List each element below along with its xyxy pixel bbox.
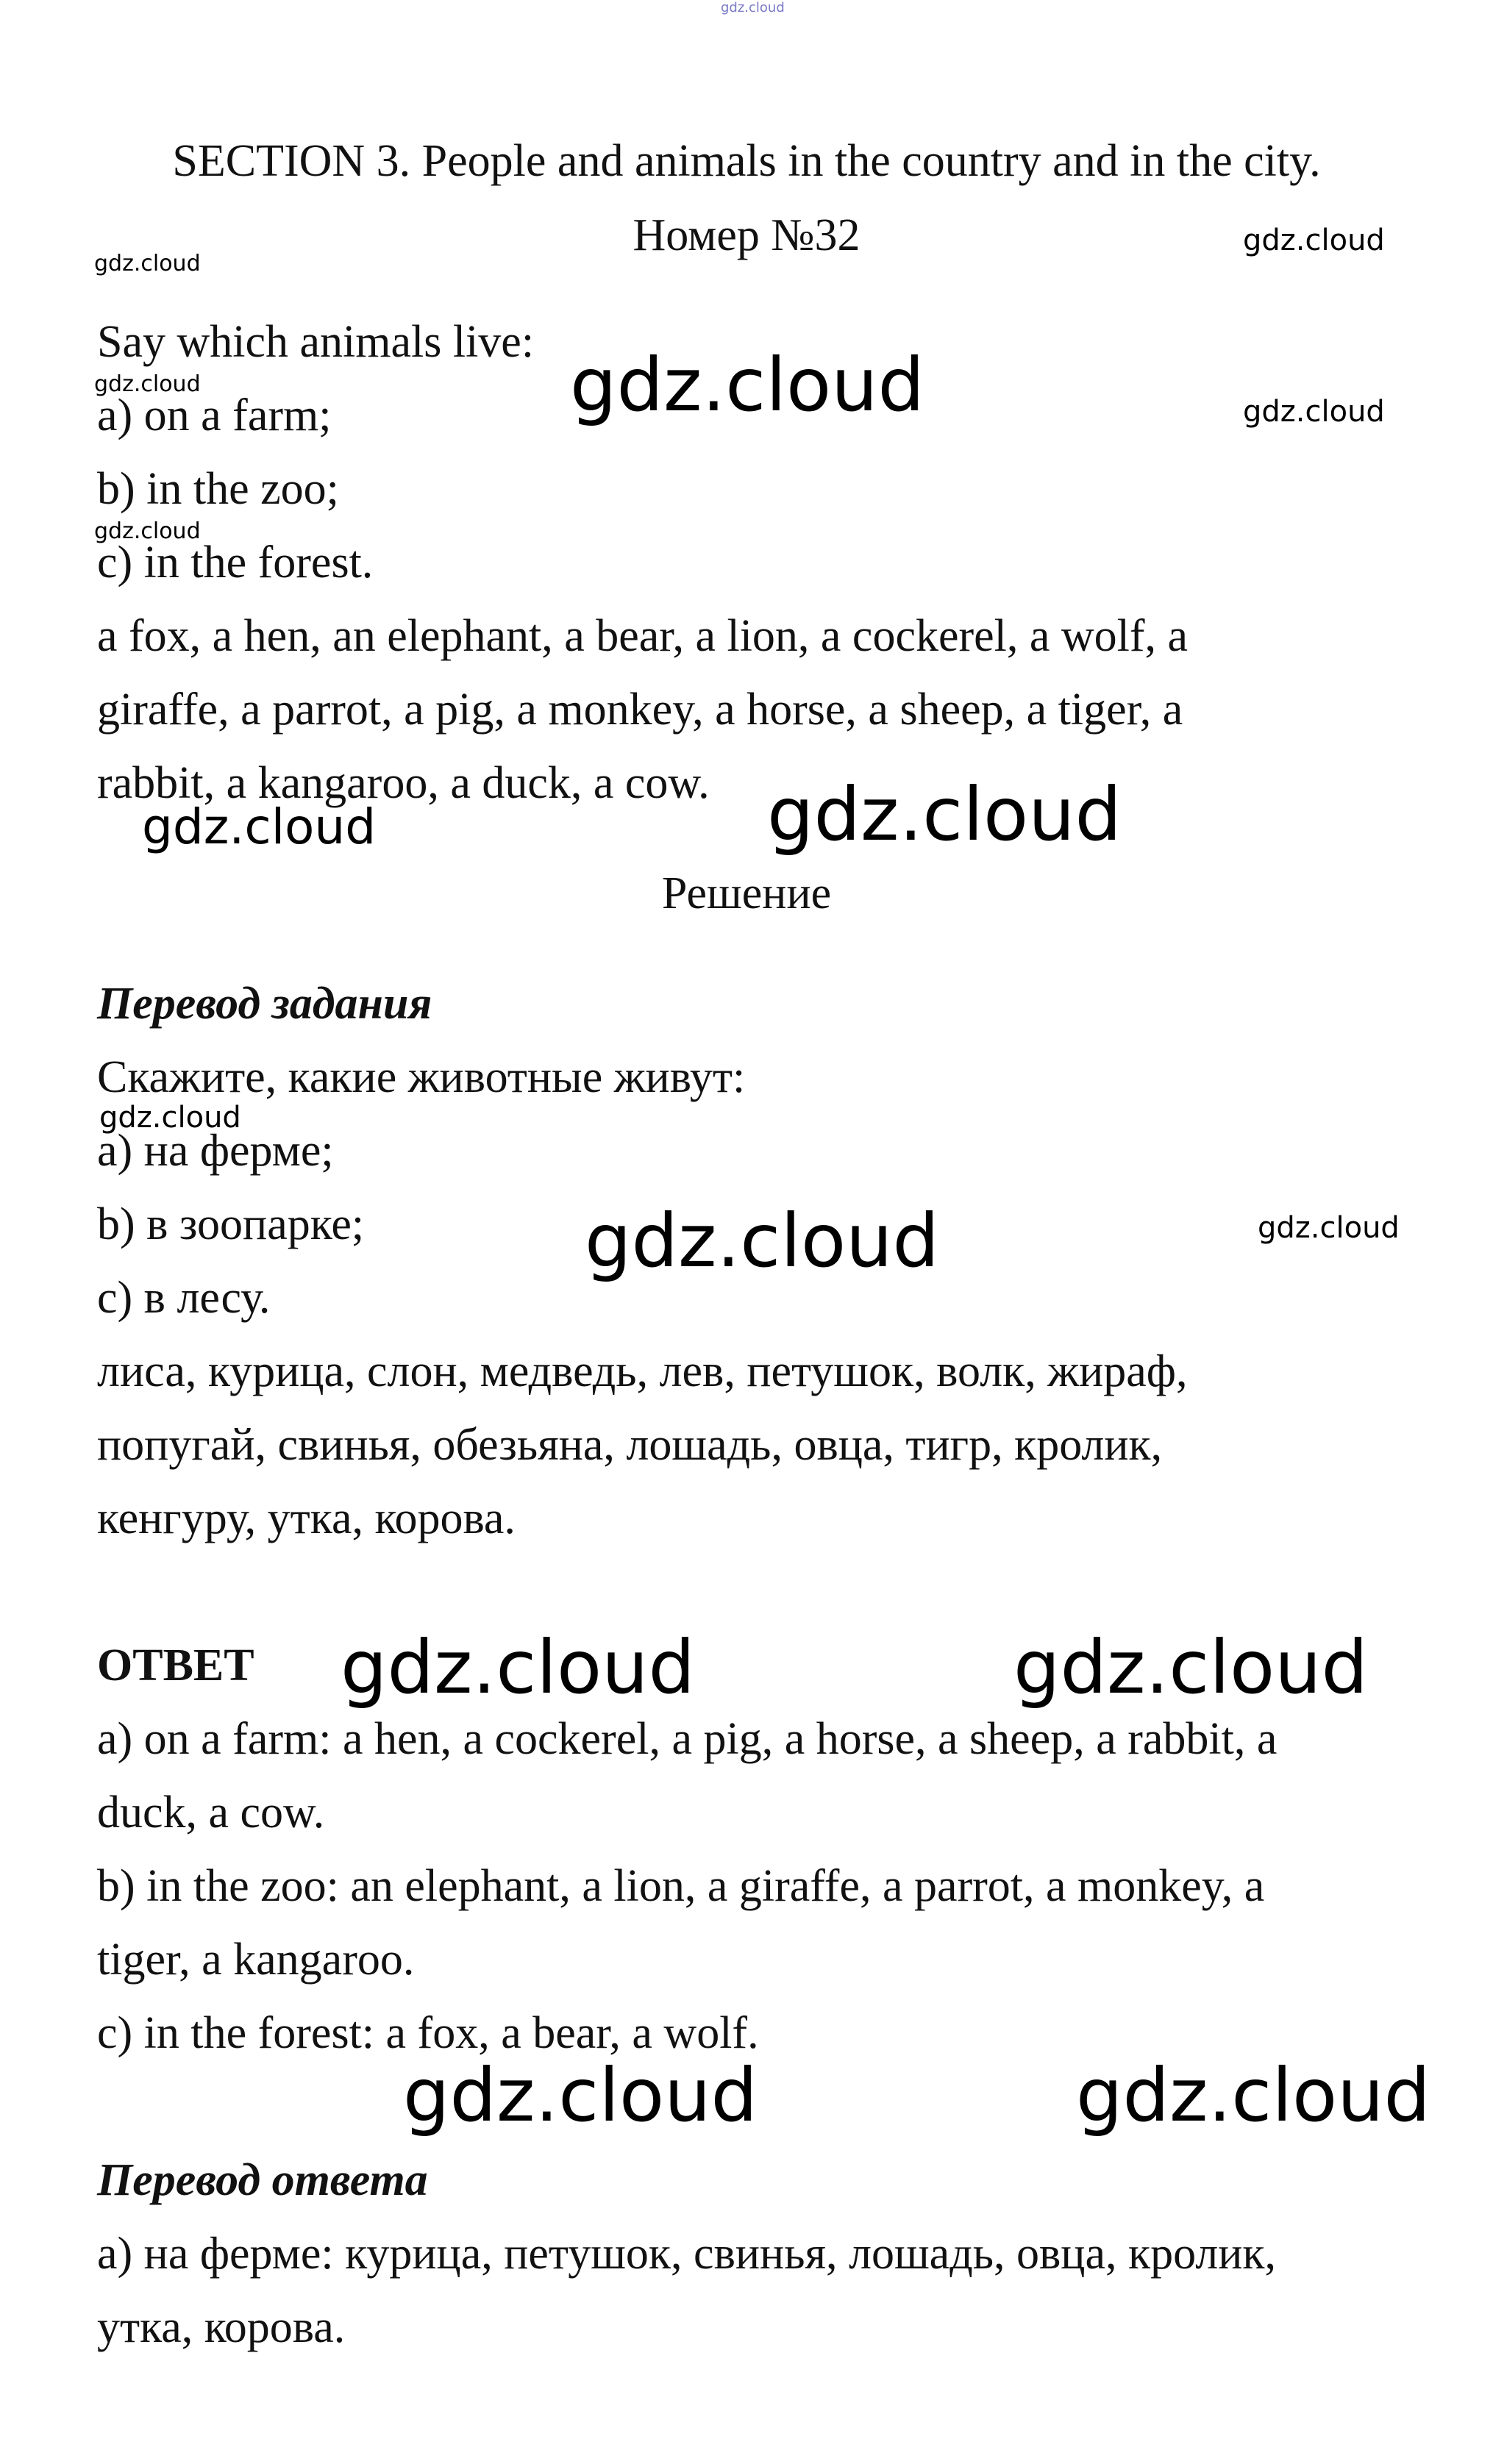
watermark: gdz.cloud [570, 342, 925, 428]
task-intro: Say which animals live: [97, 317, 535, 367]
watermark: gdz.cloud [403, 2052, 758, 2138]
translation-heading: Перевод задания [97, 979, 432, 1029]
translation-intro: Скажите, какие животные живут: [97, 1052, 746, 1102]
translation-option-b: b) в зоопарке; [97, 1199, 365, 1249]
watermark: gdz.cloud [341, 1624, 696, 1710]
watermark: gdz.cloud [585, 1198, 940, 1284]
watermark: gdz.cloud [721, 0, 785, 15]
watermark: gdz.cloud [94, 371, 201, 397]
watermark: gdz.cloud [1243, 395, 1385, 429]
translation-option-c: с) в лесу. [97, 1273, 271, 1323]
answer-translation-line: а) на ферме: курица, петушок, свинья, лошадь, овца, кролик, [97, 2229, 1277, 2279]
answer-line: duck, a cow. [97, 1788, 325, 1838]
answer-line: tiger, a kangaroo. [97, 1935, 415, 1985]
task-option-a: a) on a farm; [97, 390, 332, 440]
translation-animals-line: лиса, курица, слон, медведь, лев, петушок, волк, жираф, [97, 1346, 1188, 1396]
watermark: gdz.cloud [94, 251, 201, 276]
watermark: gdz.cloud [1258, 1211, 1400, 1245]
watermark: gdz.cloud [767, 771, 1122, 857]
watermark: gdz.cloud [99, 1101, 241, 1135]
task-animals-line: a fox, a hen, an elephant, a bear, a lion, a cockerel, a wolf, a [97, 611, 1189, 661]
task-number: Номер №32 [633, 210, 860, 260]
translation-animals-line: попугай, свинья, обезьяна, лошадь, овца, тигр, кролик, [97, 1420, 1163, 1470]
watermark: gdz.cloud [142, 799, 377, 855]
answer-line: a) on a farm: a hen, a cockerel, a pig, a horse, a sheep, a rabbit, a [97, 1714, 1278, 1764]
answer-heading: ОТВЕТ [97, 1640, 254, 1690]
translation-option-a: а) на ферме; [97, 1126, 334, 1176]
answer-line: b) in the zoo: an elephant, a lion, a giraffe, a parrot, a monkey, a [97, 1861, 1265, 1911]
task-animals-line: giraffe, a parrot, a pig, a monkey, a horse, a sheep, a tiger, a [97, 685, 1183, 735]
watermark: gdz.cloud [1243, 224, 1385, 257]
answer-translation-line: утка, корова. [97, 2302, 346, 2352]
task-option-c: c) in the forest. [97, 538, 374, 588]
task-animals-line: rabbit, a kangaroo, a duck, a cow. [97, 758, 710, 808]
answer-translation-heading: Перевод ответа [97, 2155, 428, 2205]
task-option-b: b) in the zoo; [97, 464, 339, 514]
answer-line: c) in the forest: a fox, a bear, a wolf. [97, 2008, 759, 2058]
solution-label: Решение [661, 868, 832, 918]
watermark: gdz.cloud [1013, 1624, 1369, 1710]
watermark: gdz.cloud [94, 518, 201, 544]
translation-animals-line: кенгуру, утка, корова. [97, 1493, 516, 1543]
section-title: SECTION 3. People and animals in the country and in the city. [172, 136, 1321, 186]
watermark: gdz.cloud [1076, 2052, 1431, 2138]
